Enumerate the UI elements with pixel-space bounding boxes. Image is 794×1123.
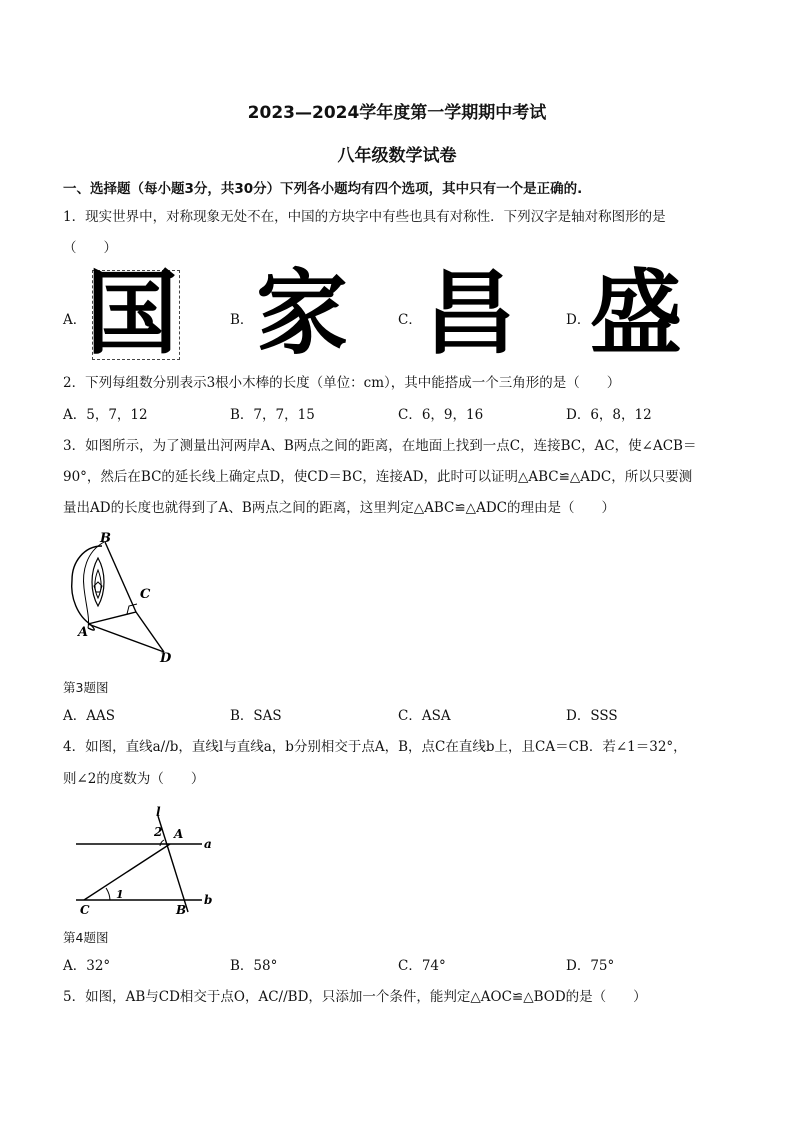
q3-segment-ad [88, 624, 164, 652]
q4-label-A: A [174, 827, 184, 841]
q4-label-a: a [204, 837, 212, 851]
q4-line-l [158, 816, 188, 912]
q1-stem-line2: （ ） [63, 240, 117, 256]
q3-stem-line1: 3．如图所示，为了测量出河两岸A、B两点之间的距离，在地面上找到一点C，连接BC，AC，使∠ACB＝ [63, 438, 697, 454]
q4-label-l: l [156, 805, 161, 819]
q1-option-c-char: 昌 [424, 260, 517, 367]
q4-stem-line1: 4．如图，直线a//b，直线l与直线a，b分别相交于点A，B，点C在直线b上，且CA＝CB．若∠1＝32°， [63, 739, 687, 755]
q2-option-a: A．5，7，12 [63, 407, 148, 423]
q4-angle-2-arc [160, 840, 164, 846]
q3-option-b: B．SAS [230, 708, 282, 724]
q3-option-a: A．AAS [63, 708, 115, 724]
q4-option-a: A．32° [63, 958, 111, 974]
q1-option-a-char: 国 [86, 260, 179, 367]
q3-label-b: B [100, 531, 111, 546]
q3-figure [60, 528, 190, 666]
q3-stem-line3: 量出AD的长度也就得到了A、B两点之间的距离，这里判定△ABC≌△ADC的理由是（ ） [63, 500, 615, 516]
q4-figure-caption: 第4题图 [63, 930, 109, 945]
q5-stem: 5．如图，AB与CD相交于点O，AC//BD，只添加一个条件，能判定△AOC≌△BOD的是（ ） [63, 989, 647, 1005]
q3-segment-bc [105, 542, 136, 612]
q4-option-d: D．75° [566, 958, 615, 974]
q3-option-d: D．SSS [566, 708, 618, 724]
q3-stem-line2: 90°，然后在BC的延长线上确定点D，使CD＝BC，连接AD，此时可以证明△ABC≌△ADC，所以只要测 [63, 469, 693, 485]
q4-angle-1-arc [106, 888, 110, 900]
section-heading: 一、选择题（每小题3分，共30分）下列各小题均有四个选项，其中只有一个是正确的. [63, 181, 583, 197]
q4-stem-line2: 则∠2的度数为（ ） [63, 771, 205, 787]
q4-figure [70, 800, 220, 920]
q1-option-b-char: 家 [256, 260, 349, 367]
q2-option-b: B．7，7，15 [230, 407, 315, 423]
q1-option-a-label: A． [63, 312, 87, 328]
q4-label-C: C [80, 903, 90, 917]
q4-option-c: C．74° [398, 958, 446, 974]
q3-option-c: C．ASA [398, 708, 451, 724]
q3-label-d: D [160, 651, 172, 666]
q2-option-c: C．6，9，16 [398, 407, 484, 423]
q4-segment-ca [84, 844, 170, 900]
q4-label-b: b [204, 893, 213, 907]
q1-option-b-label: B． [230, 312, 254, 328]
q1-stem-line1: 1．现实世界中，对称现象无处不在，中国的方块字中有些也具有对称性．下列汉字是轴对称图形的是 [63, 209, 666, 225]
q4-label-2: 2 [154, 825, 163, 839]
q4-label-1: 1 [116, 888, 124, 901]
exam-title: 2023—2024学年度第一学期期中考试 [247, 103, 547, 123]
q1-option-d-char: 盛 [590, 260, 683, 367]
q4-label-B: B [176, 903, 187, 917]
q1-option-d-label: D． [566, 312, 591, 328]
q3-label-a: A [78, 625, 89, 640]
q1-option-c-label: C． [398, 312, 422, 328]
q3-label-c: C [140, 587, 151, 602]
q2-option-d: D．6，8，12 [566, 407, 652, 423]
q3-segment-ac [88, 612, 136, 624]
q4-option-b: B．58° [230, 958, 278, 974]
q2-stem: 2．下列每组数分别表示3根小木棒的长度（单位：cm），其中能搭成一个三角形的是（ ） [63, 375, 621, 391]
q3-segment-cd [136, 612, 164, 652]
exam-subtitle: 八年级数学试卷 [337, 146, 457, 166]
q3-figure-caption: 第3题图 [63, 680, 109, 695]
